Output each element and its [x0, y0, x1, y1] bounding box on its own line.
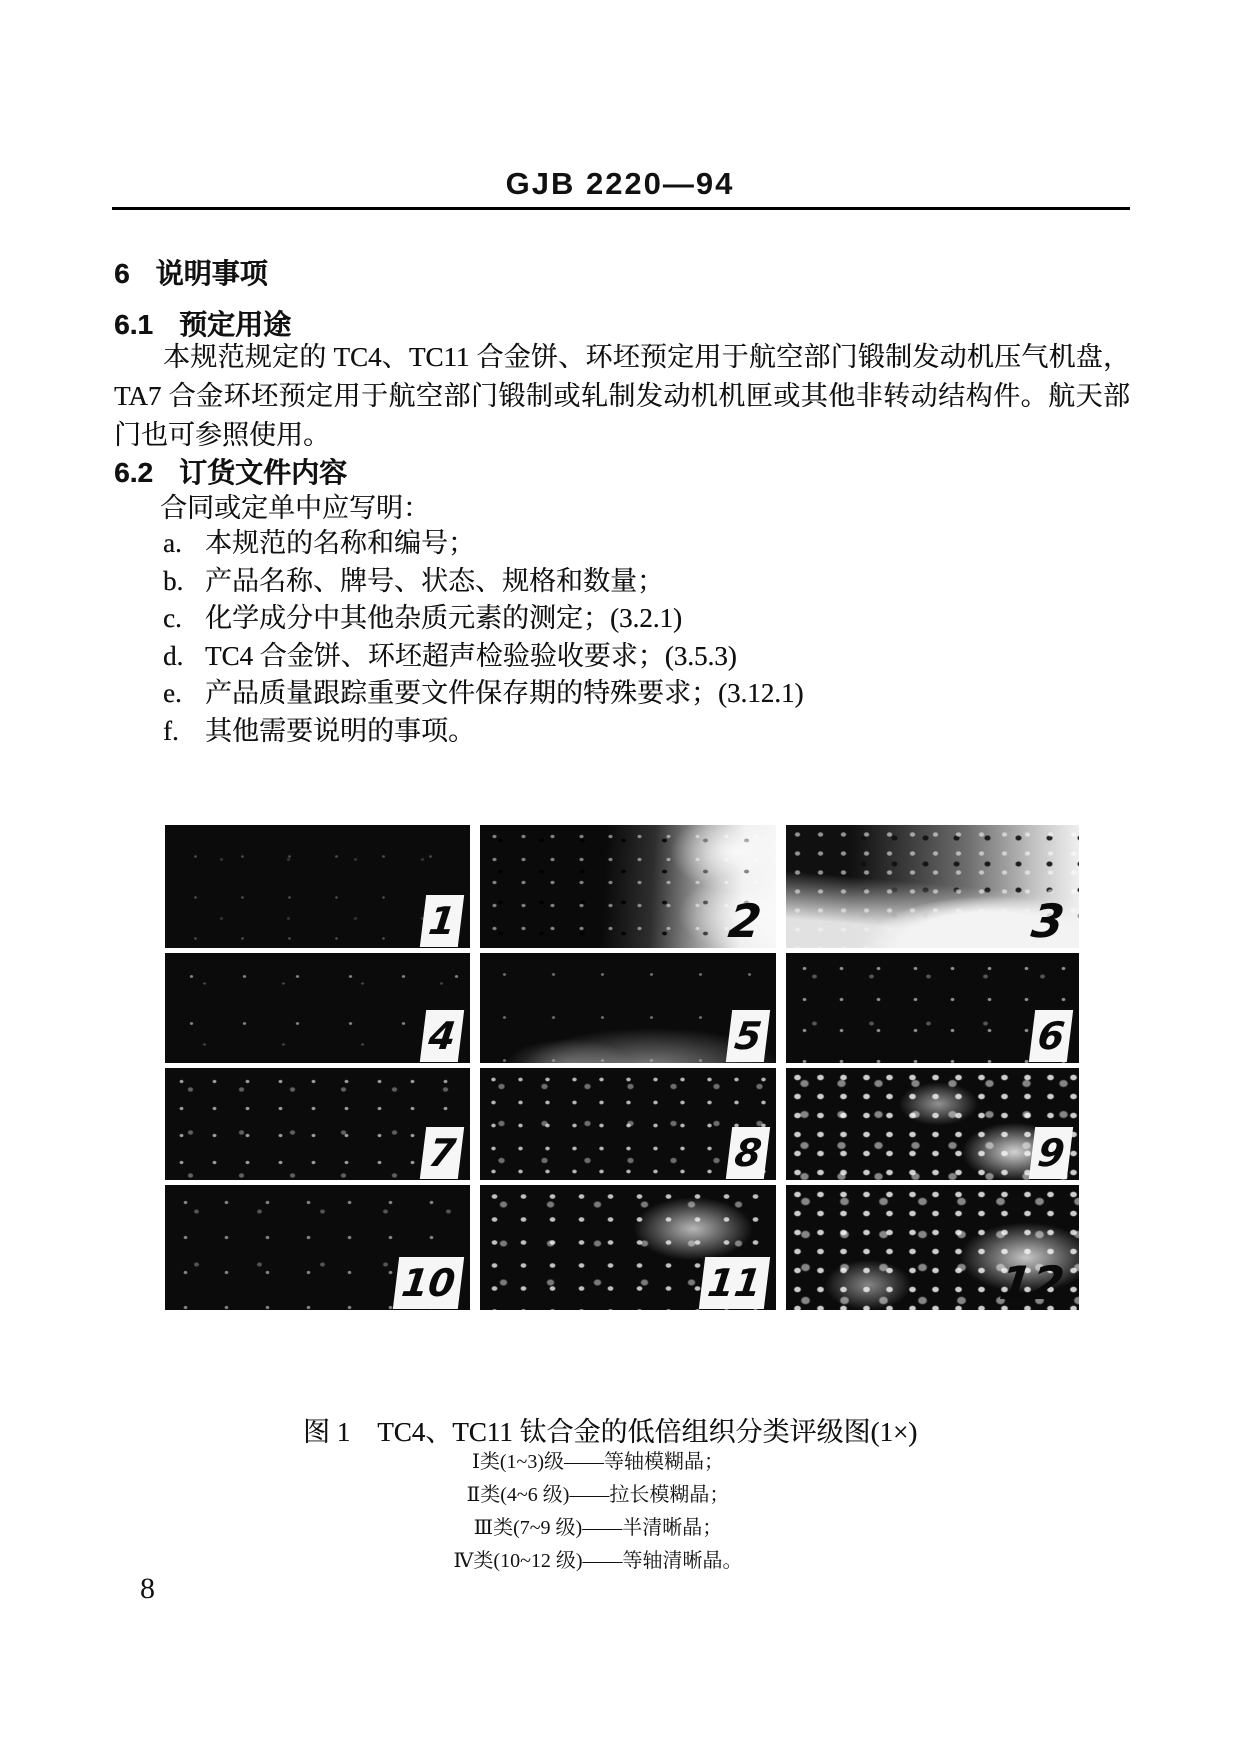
micrograph-9	[786, 1068, 1079, 1180]
list-item: e. 产品质量跟踪重要文件保存期的特殊要求；(3.12.1)	[163, 678, 804, 708]
header-rule	[112, 207, 1130, 210]
micrograph-8	[480, 1068, 776, 1180]
micrograph-3	[786, 825, 1079, 948]
micrograph-6	[786, 953, 1079, 1063]
list-item: a. 本规范的名称和编号；	[163, 528, 475, 558]
micrograph-label: 7	[419, 1127, 464, 1179]
order-list-intro: 合同或定单中应写明：	[160, 493, 430, 523]
order-list	[163, 524, 1163, 749]
micrograph-label: 1	[419, 895, 464, 947]
micrograph-label: 5	[725, 1010, 770, 1062]
section-6-2-number: 6.2	[114, 457, 153, 488]
micrograph-label: 6	[1028, 1010, 1073, 1062]
section-6-1-title: 预定用途	[178, 309, 291, 340]
figure-1-micrograph-grid	[165, 825, 1080, 1310]
figure-1-legend	[165, 1446, 1031, 1578]
micrograph-label: 2	[725, 894, 765, 948]
micrograph-label: 4	[419, 1010, 464, 1062]
section-6-2-title: 订货文件内容	[178, 457, 347, 488]
section-6-2-heading	[114, 451, 347, 491]
section-6-1-number: 6.1	[114, 309, 153, 340]
micrograph-label: 10	[393, 1257, 464, 1309]
doc-number: GJB 2220—94	[505, 166, 735, 201]
micrograph-5	[480, 953, 776, 1063]
legend-line-class1: Ⅰ类(1~3)级——等轴模糊晶；	[471, 1451, 725, 1473]
micrograph-label: 11	[699, 1257, 770, 1309]
section-6-title: 说明事项	[155, 258, 268, 289]
section-6-1-paragraph: 本规范规定的 TC4、TC11 合金饼、环坯预定用于航空部门锻制发动机压气机盘，TA7 合金环坯预定用于航空部门锻制或轧制发动机机匣或其他非转动结构件。航天部门也可参照使用。	[114, 342, 1130, 450]
list-item: b. 产品名称、牌号、状态、规格和数量；	[163, 565, 664, 596]
legend-line-class4: Ⅳ类(10~12 级)——等轴清晰晶。	[453, 1550, 743, 1572]
micrograph-11	[480, 1185, 776, 1310]
micrograph-label: 8	[725, 1127, 770, 1179]
section-6-number: 6	[114, 258, 130, 289]
micrograph-7	[165, 1068, 470, 1180]
page-number: 8	[140, 1572, 155, 1605]
micrograph-4	[165, 953, 470, 1063]
micrograph-label: 12	[996, 1256, 1068, 1310]
micrograph-12	[786, 1185, 1079, 1310]
section-6-heading	[114, 252, 268, 292]
micrograph-10	[165, 1185, 470, 1310]
micrograph-label: 9	[1028, 1127, 1073, 1179]
micrograph-2	[480, 825, 776, 948]
micrograph-1	[165, 825, 470, 948]
legend-line-class2: Ⅱ类(4~6 级)——拉长模糊晶；	[466, 1484, 730, 1506]
list-item: d. TC4 合金饼、环坯超声检验验收要求；(3.5.3)	[163, 640, 737, 671]
list-item: f. 其他需要说明的事项。	[163, 715, 475, 746]
list-item: c. 化学成分中其他杂质元素的测定；(3.2.1)	[163, 603, 682, 633]
figure-1-caption: 图 1 TC4、TC11 钛合金的低倍组织分类评级图(1×)	[303, 1417, 918, 1447]
section-6-1-heading	[114, 303, 291, 343]
legend-line-class3: Ⅲ类(7~9 级)——半清晰晶；	[473, 1517, 723, 1539]
micrograph-label: 3	[1028, 894, 1068, 948]
